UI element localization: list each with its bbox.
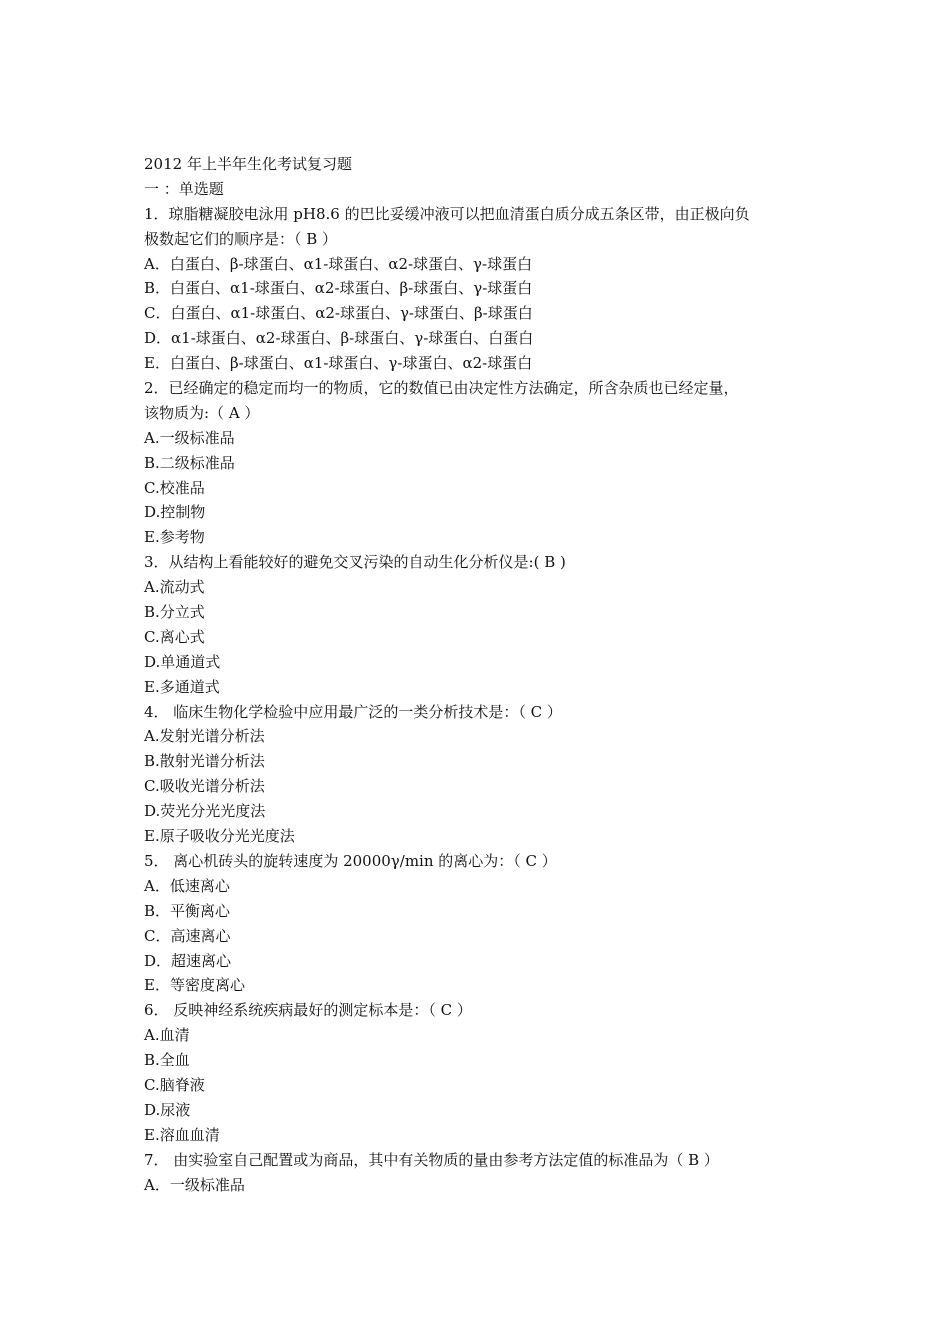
question-stem: 2．已经确定的稳定而均一的物质，它的数值已由决定性方法确定，所含杂质也已经定量，: [144, 379, 739, 398]
option-e: E.多通道式: [144, 677, 220, 696]
option-d: D.荧光分光光度法: [144, 802, 266, 821]
question-stem-continued: 极数起它们的顺序是：（ B ）: [144, 229, 338, 248]
question-stem: 4． 临床生物化学检验中应用最广泛的一类分析技术是：（ C ）: [144, 702, 562, 721]
option-b: B.全血: [144, 1051, 190, 1070]
option-a: A.发射光谱分析法: [144, 727, 265, 746]
option-b: B.散射光谱分析法: [144, 752, 265, 771]
option-b: B.二级标准品: [144, 453, 235, 472]
question-stem-continued: 该物质为:（ A ）: [144, 403, 260, 422]
option-d: D．α1-球蛋白、α2-球蛋白、β-球蛋白、γ-球蛋白、白蛋白: [144, 329, 534, 348]
option-c: C.离心式: [144, 627, 205, 646]
option-a: A.流动式: [144, 578, 205, 597]
option-d: D．超速离心: [144, 951, 232, 970]
question-6: [144, 998, 824, 1147]
option-c: C.吸收光谱分析法: [144, 777, 265, 796]
question-3: [144, 550, 824, 699]
option-d: D.单通道式: [144, 652, 221, 671]
option-a: A．白蛋白、β-球蛋白、α1-球蛋白、α2-球蛋白、γ-球蛋白: [144, 254, 533, 273]
question-stem: 1．琼脂糖凝胶电泳用 pH8.6 的巴比妥缓冲液可以把血清蛋白质分成五条区带，由正极向负: [144, 204, 750, 223]
option-e: E．等密度离心: [144, 976, 245, 995]
question-stem: 3．从结构上看能较好的避免交叉污染的自动生化分析仪是:( B ): [144, 553, 566, 572]
option-c: C．白蛋白、α1-球蛋白、α2-球蛋白、γ-球蛋白、β-球蛋白: [144, 304, 533, 323]
question-stem: 5． 离心机砖头的旋转速度为 20000γ/min 的离心为：（ C ）: [144, 851, 557, 870]
option-d: D.尿液: [144, 1100, 191, 1119]
option-e: E.参考物: [144, 528, 205, 547]
question-stem: 7． 由实验室自己配置或为商品，其中有关物质的量由参考方法定值的标准品为（ B ）: [144, 1150, 719, 1169]
question-4: [144, 700, 824, 849]
option-b: B．白蛋白、α1-球蛋白、α2-球蛋白、β-球蛋白、γ-球蛋白: [144, 279, 533, 298]
document-page: [144, 152, 824, 1197]
section-heading: 一 ：单选题: [144, 179, 224, 198]
option-b: B.分立式: [144, 603, 205, 622]
document-title: 2012 年上半年生化考试复习题: [144, 155, 352, 173]
option-a: A.血清: [144, 1026, 190, 1045]
question-7: [144, 1148, 824, 1198]
question-5: [144, 849, 824, 998]
question-1: [144, 202, 824, 376]
option-b: B．平衡离心: [144, 901, 231, 920]
question-2: [144, 376, 824, 550]
option-c: C.脑脊液: [144, 1075, 205, 1094]
option-a: A．低速离心: [144, 876, 230, 895]
option-d: D.控制物: [144, 503, 206, 522]
option-e: E.原子吸收分光光度法: [144, 827, 295, 846]
option-a: A．一级标准品: [144, 1175, 245, 1194]
option-a: A.一级标准品: [144, 428, 235, 447]
option-e: E.溶血血清: [144, 1125, 220, 1144]
option-c: C.校准品: [144, 478, 205, 497]
option-c: C．高速离心: [144, 926, 231, 945]
question-stem: 6． 反映神经系统疾病最好的测定标本是：（ C ）: [144, 1001, 472, 1020]
option-e: E．白蛋白、β-球蛋白、α1-球蛋白、γ-球蛋白、α2-球蛋白: [144, 354, 533, 373]
